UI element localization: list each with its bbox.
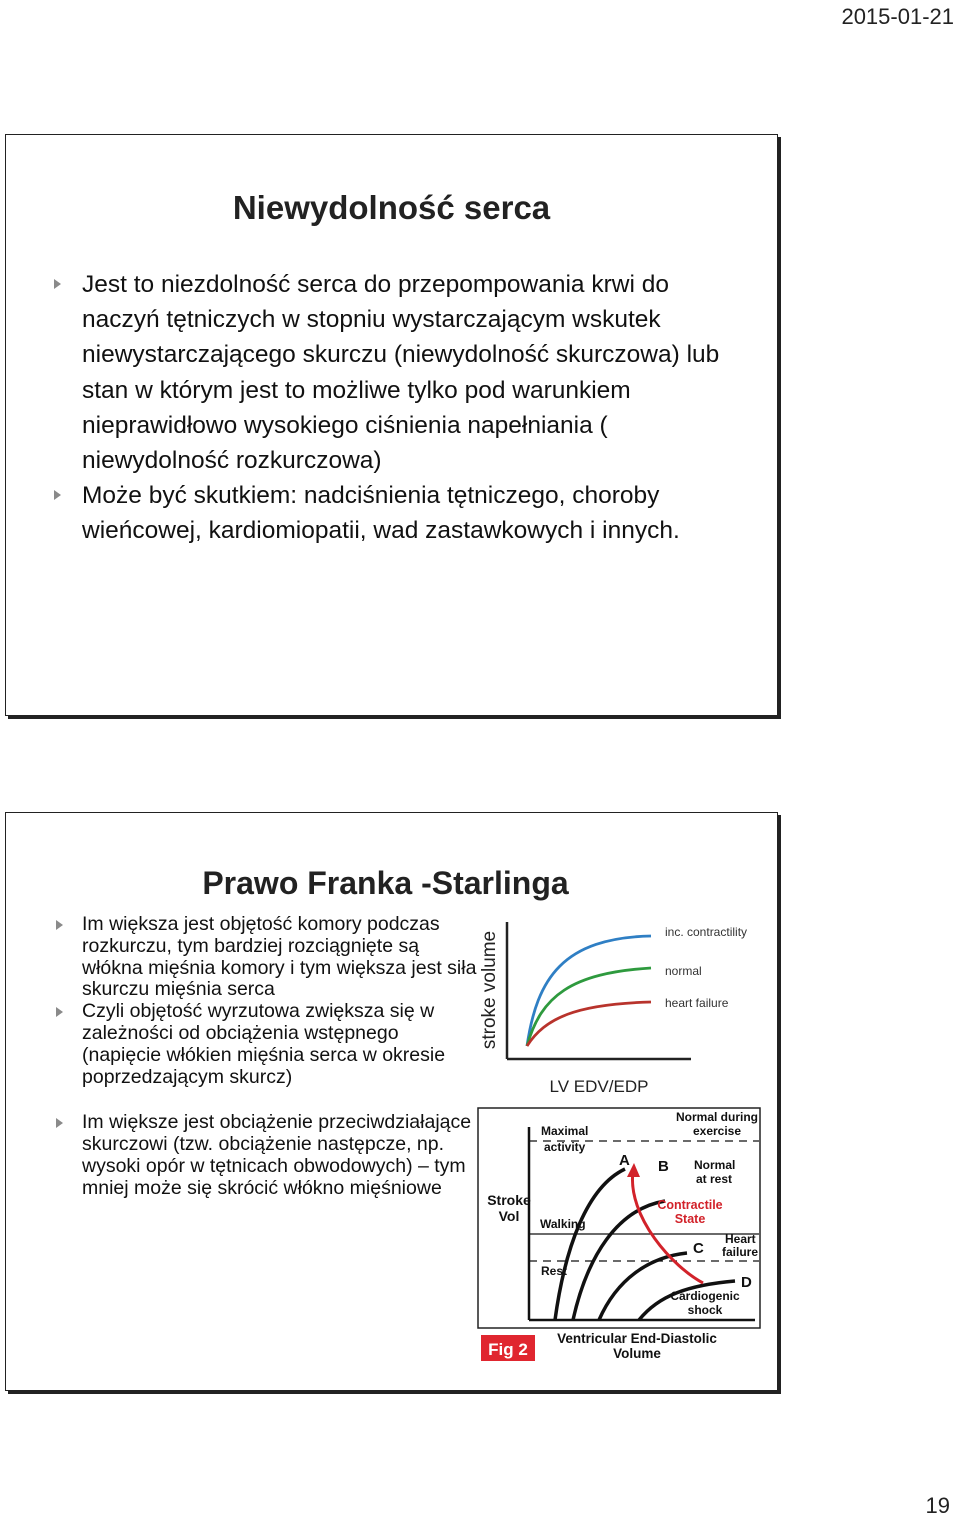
curve-c [599,1253,687,1320]
y-axis-label-line1: Stroke [487,1192,531,1208]
slide-heart-failure [5,134,778,716]
label-normal-rest-2: at rest [696,1172,733,1186]
label-point-c: C [693,1240,704,1257]
bullet-text: Czyli objętość wyrzutowa zwiększa się w zależności od obciążenia wstępnego (napięcie włókien mięśnia serca w okresie poprzedzającym skurcz) [82,1000,446,1088]
bullet-arrow-icon [54,490,61,500]
legend-heart-failure: heart failure [665,996,729,1010]
label-state: State [674,1212,706,1226]
legend-normal: normal [665,964,702,978]
slide-title: Niewydolność serca [232,189,551,226]
bullet-text: Im większa jest objętość komory podczas rozkurczu, tym bardziej rozciągnięte są włókna mięśnia komory i tym większa jest siła skurczu mięśnia serca [82,913,477,1001]
label-cardiogenic: Cardiogenic [670,1289,740,1303]
slide-frank-starling [5,812,778,1391]
document-date: 2015-01-21 [841,4,954,29]
label-point-b: B [658,1158,669,1175]
bullet-text: Im większe jest obciążenie przeciwdziałające skurczowi (tzw. obciążenie następcze, np. wysoki opór w tętnicach obwodowych) – tym mniej może się skrócić włókno mięśniowe [82,1111,472,1199]
y-axis-label-line2: Vol [498,1208,520,1224]
fig-tag-label: Fig 2 [488,1340,528,1359]
x-axis-label-line1: Ventricular End-Diastolic [557,1331,717,1346]
page-number: 19 [925,1493,950,1518]
label-point-d: D [741,1274,752,1291]
bullet-list [82,914,482,1200]
x-axis-label: LV EDV/EDP [549,1077,649,1096]
label-rest: Rest [541,1264,568,1278]
bullet-item [82,267,752,478]
label-normal-exercise-2: exercise [692,1124,742,1138]
y-axis-label: stroke volume [479,930,500,1050]
label-normal-exercise-1: Normal during [675,1110,759,1124]
label-normal-rest-1: Normal [694,1158,736,1172]
bullet-arrow-icon [54,279,61,289]
label-walking: Walking [540,1217,586,1231]
label-heart-failure-2: failure [722,1245,759,1259]
bullet-arrow-icon [56,920,63,930]
label-maximal: Maximal [541,1124,589,1138]
curve-inc-contractility [527,936,651,1046]
x-axis-label-line2: Volume [613,1346,661,1361]
label-contractile: Contractile [657,1198,723,1212]
label-shock: shock [687,1303,723,1317]
bullet-item [82,914,482,1001]
bullet-text: Jest to niezdolność serca do przepompowania krwi do naczyń tętniczych w stopniu wystarczającym wskutek niewystarczającego skurczu (niewydolność skurczowa) lub stan w którym jest to możliwe tylko pod warunkiem nieprawidłowo wysokiego ciśnienia napełniania ( niewydolność rozkurczowa) [82,271,720,475]
curve-a [555,1169,625,1320]
bullet-item [82,478,752,548]
label-point-a: A [619,1152,630,1169]
figure-ventricular-function [477,1107,767,1365]
label-activity: activity [544,1140,586,1154]
bullet-list [82,267,752,549]
bullet-item [82,1112,482,1199]
bullet-item [82,1001,482,1088]
label-heart-failure-1: Heart [725,1232,756,1246]
figure-stroke-volume-curves [471,918,761,1098]
bullet-text: Może być skutkiem: nadciśnienia tętniczego, choroby wieńcowej, kardiomiopatii, wad zastawkowych i innych. [82,482,680,545]
slide-title: Prawo Franka -Starlinga [202,865,569,901]
bullet-arrow-icon [56,1007,63,1017]
bullet-arrow-icon [56,1118,63,1128]
legend-inc-contractility: inc. contractility [665,925,748,939]
